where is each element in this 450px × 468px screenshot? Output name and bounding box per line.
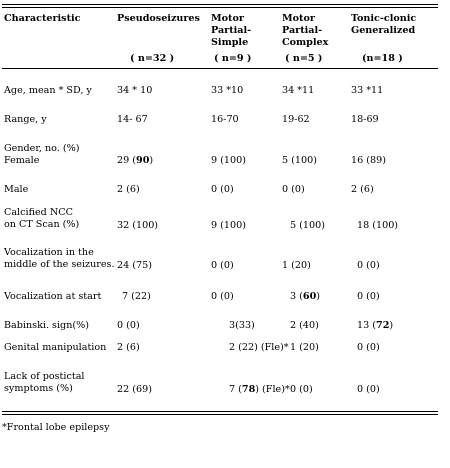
table-cell: 33 *11 <box>351 85 384 96</box>
table-cell: 24 (75) <box>117 260 152 271</box>
table-cell: 33 *10 <box>211 85 244 96</box>
table-cell: 18 (100) <box>357 220 399 231</box>
table-cell: 34 * 10 <box>117 85 153 96</box>
row-label-genital-manipulation: Genital manipulation <box>4 342 107 353</box>
header-motor-partial-complex: Motor Partial- Complex <box>282 13 329 48</box>
table-cell: 29 (90) <box>117 155 154 166</box>
row-label-male: Male <box>4 184 29 195</box>
table-cell: 9 (100) <box>211 220 246 231</box>
table-cell: 9 (100) <box>211 155 246 166</box>
table-cell: 32 (100) <box>117 220 159 231</box>
table-bottom-rule <box>2 411 438 415</box>
table-cell: 0 (0) <box>357 291 380 302</box>
table-cell: 18-69 <box>351 114 379 125</box>
table-cell: 16-70 <box>211 114 239 125</box>
table-cell: 0 (0) <box>211 291 234 302</box>
row-label-gender: Gender, no. (%) <box>4 143 80 154</box>
table-cell: 0 (0) <box>357 384 380 395</box>
row-label-female: Female <box>4 155 40 166</box>
table-cell: 2 (6) <box>117 342 140 353</box>
table-cell: 16 (89) <box>351 155 386 166</box>
header-pseudoseizures-n: ( n=32 ) <box>130 53 175 64</box>
table-cell: 13 (72) <box>357 320 394 331</box>
row-label-lack-postictal: Lack of postictal symptoms (%) <box>4 371 85 394</box>
table-cell: 1 (20) <box>290 342 319 353</box>
table-cell: 22 (69) <box>117 384 152 395</box>
row-label-vocalization-middle: Vocalization in the middle of the seizures. <box>4 247 115 270</box>
table-cell: 0 (0) <box>282 184 305 195</box>
table-cell: 0 (0) <box>357 260 380 271</box>
header-motor-partial-simple-n: ( n=9 ) <box>214 53 252 64</box>
table-cell: 5 (100) <box>282 155 317 166</box>
table-cell: 34 *11 <box>282 85 315 96</box>
table-cell: 0 (0) <box>211 260 234 271</box>
table-cell: 14- 67 <box>117 114 148 125</box>
row-label-babinski: Babinski. sign(%) <box>4 320 89 331</box>
header-tonic-clonic-generalized: Tonic-clonic Generalized <box>351 13 417 36</box>
table-cell: 0 (0) <box>290 384 313 395</box>
table-cell: 19-62 <box>282 114 310 125</box>
header-characteristic: Characteristic <box>4 13 81 24</box>
row-label-calcified-ncc: Calcified NCC on CT Scan (%) <box>4 207 80 230</box>
header-bottom-rule <box>2 68 438 69</box>
table-cell: 1 (20) <box>282 260 311 271</box>
table-cell: 0 (0) <box>117 320 140 331</box>
table-cell: 0 (0) <box>211 184 234 195</box>
table-cell: 2 (22) (Fle)* <box>229 342 289 353</box>
table-cell: 0 (0) <box>357 342 380 353</box>
header-motor-partial-simple: Motor Partial- Simple <box>211 13 252 48</box>
table-cell: 3 (60) <box>290 291 321 302</box>
header-motor-partial-complex-n: ( n=5 ) <box>285 53 323 64</box>
row-label-age: Age, mean * SD, y <box>4 85 92 96</box>
row-label-range: Range, y <box>4 114 47 125</box>
header-pseudoseizures: Pseudoseizures <box>117 13 200 24</box>
header-tonic-clonic-n: (n=18 ) <box>362 53 403 64</box>
table-cell: 2 (6) <box>117 184 140 195</box>
footnote: *Frontal lobe epilepsy <box>2 422 110 433</box>
table-cell: 5 (100) <box>290 220 325 231</box>
table-top-rule <box>2 4 438 8</box>
table-cell: 7 (22) <box>122 291 151 302</box>
row-label-vocalization-start: Vocalization at start <box>4 291 102 302</box>
table-cell: 2 (6) <box>351 184 374 195</box>
table-cell: 3(33) <box>229 320 255 331</box>
table-cell: 7 (78) (Fle)* <box>229 384 290 395</box>
table-cell: 2 (40) <box>290 320 319 331</box>
